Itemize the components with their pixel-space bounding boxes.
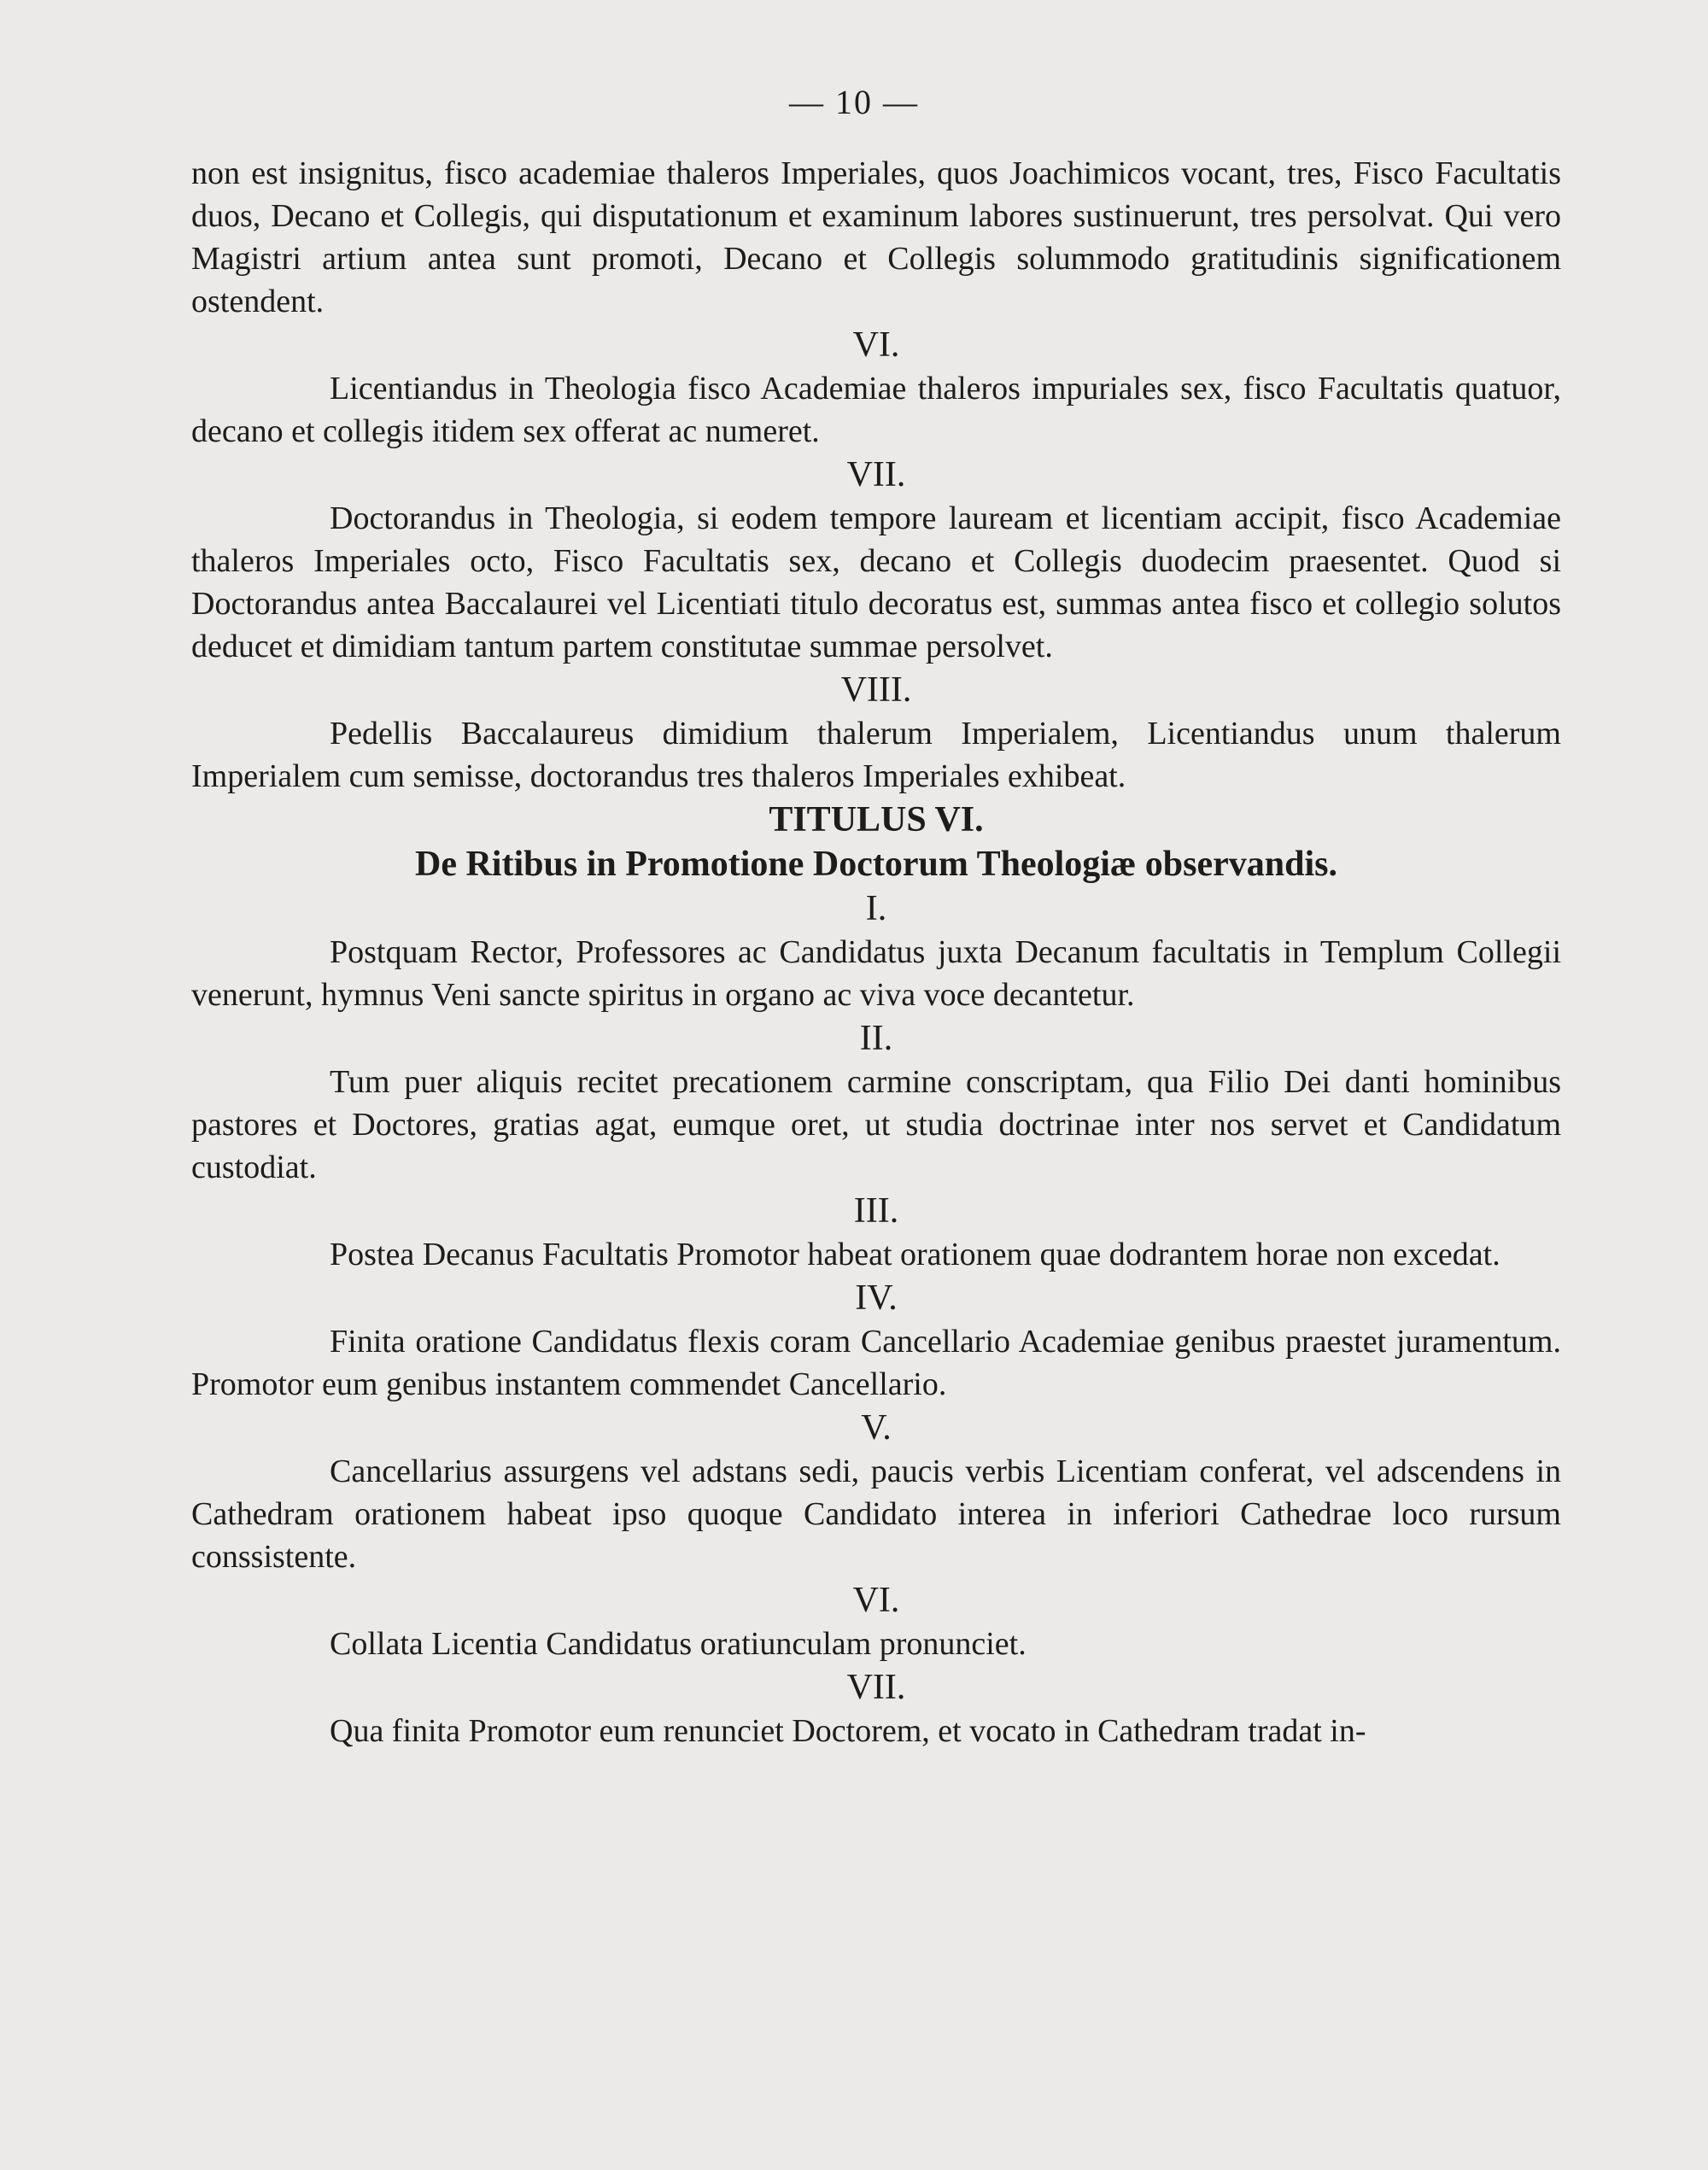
titulus-heading: TITULUS VI. (769, 800, 984, 839)
rite-heading-iv: IV. (855, 1278, 898, 1318)
rite-heading-vi: VI. (852, 1581, 900, 1620)
section-heading-viii: VIII. (840, 670, 912, 710)
titulus-subheading: De Ritibus in Promotione Doctorum Theologiæ observandis. (415, 845, 1337, 884)
paragraph-rite-vii: Qua finita Promotor eum renunciet Doctorem, et vocato in Cathedram tradat in- (330, 1713, 1366, 1749)
paragraph-pedellis-fee: Pedellis Baccalaureus dimidium thalerum Imperialem, Licentiandus unum thalerum Imperialem cum semisse, doctorandus tres thaleros Imperiales exhibeat. (191, 716, 1561, 794)
rite-heading-v: V. (861, 1408, 892, 1448)
paragraph-rite-i: Postquam Rector, Professores ac Candidatus juxta Decanum facultatis in Templum Collegii venerunt, hymnus Veni sancte spiritus in organo ac viva voce decantetur. (191, 934, 1561, 1013)
paragraph-rite-iii: Postea Decanus Facultatis Promotor habeat orationem quae dodrantem horae non excedat. (330, 1237, 1500, 1272)
paragraph-rite-ii: Tum puer aliquis recitet precationem carmine conscriptam, qua Filio Dei danti hominibus pastores et Doctores, gratias agat, eumque oret, ut studia doctrinae inter nos servet et Candidatum custodiat. (191, 1064, 1561, 1185)
text-column (191, 152, 1561, 1752)
rite-heading-iii: III. (853, 1191, 899, 1231)
section-heading-vii: VII. (846, 455, 906, 494)
paragraph-licentiandus-fee: Licentiandus in Theologia fisco Academiae thaleros impuriales sex, fisco Facultatis quatuor, decano et collegis itidem sex offerat ac numeret. (191, 371, 1561, 449)
paragraph-doctorandus-fee: Doctorandus in Theologia, si eodem tempore lauream et licentiam accipit, fisco Academiae thaleros Imperiales octo, Fisco Facultatis sex, decano et Collegis duodecim praesentet. Quod si Doctorandus antea Baccalaurei vel Licentiati titulo decoratus est, summas antea fisco et collegio solutos deducet et dimidiam tantum partem constitutae summae persolvet. (191, 500, 1561, 664)
rite-heading-vii: VII. (846, 1668, 906, 1707)
paragraph-rite-vi: Collata Licentia Candidatus oratiunculam pronunciet. (330, 1626, 1027, 1662)
section-heading-vi: VI. (852, 325, 900, 365)
page-number: — 10 — (789, 83, 919, 121)
paragraph-rite-v: Cancellarius assurgens vel adstans sedi, paucis verbis Licentiam conferat, vel adscendens in Cathedram orationem habeat ipso quoque Candidato interea in inferiori Cathedrae loco rursum conssistente. (191, 1453, 1561, 1575)
paragraph-rite-iv: Finita oratione Candidatus flexis coram Cancellario Academiae genibus praestet juramentum. Promotor eum genibus instantem commendet Cancellario. (191, 1324, 1561, 1402)
paragraph-fee-continuation: non est insignitus, fisco academiae thaleros Imperiales, quos Joachimicos vocant, tres, Fisco Facultatis duos, Decano et Collegis, qui disputationum et examinum labores sustinuerunt, tres persolvat. Qui vero Magistri artium antea sunt promoti, Decano et Collegis solummodo gratitudinis significationem ostendent. (191, 155, 1561, 319)
rite-heading-i: I. (865, 889, 887, 928)
rite-heading-ii: II. (859, 1019, 893, 1058)
